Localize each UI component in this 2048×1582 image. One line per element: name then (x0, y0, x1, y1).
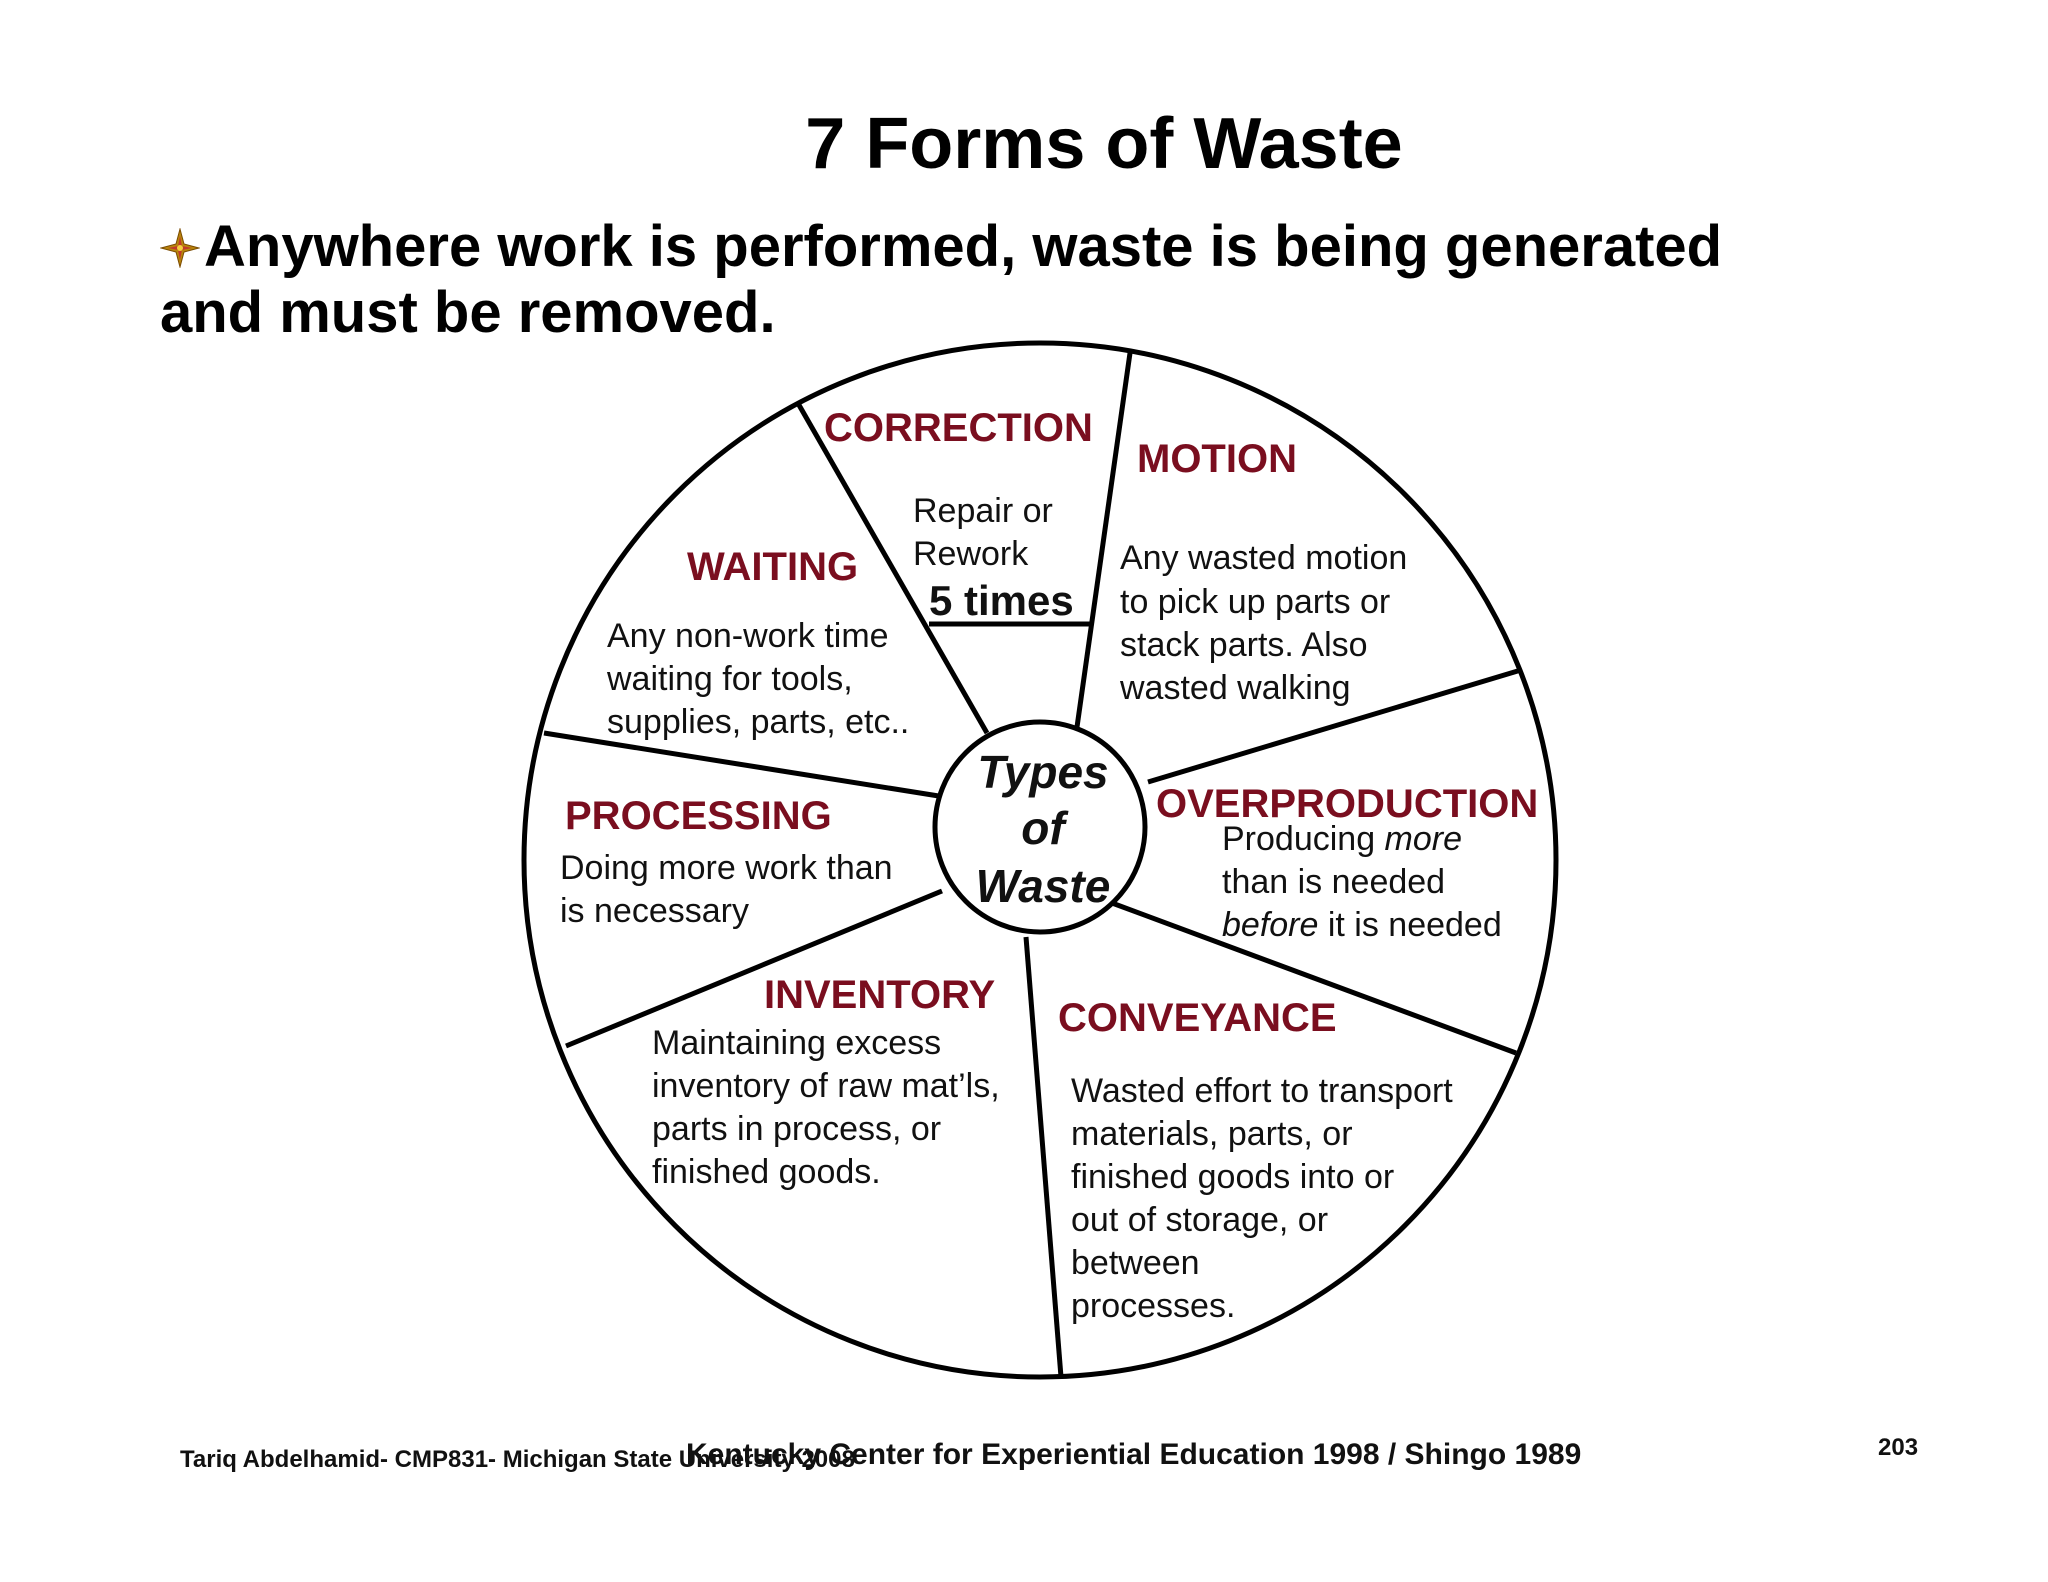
overproduction-line3-post: it is needed (1318, 906, 1502, 944)
bullet-line-2: and must be removed. (160, 280, 776, 345)
segment-desc-conveyance-5: between (1071, 1244, 1200, 1282)
segment-label-correction: CORRECTION (824, 406, 1093, 450)
bullet-line-1: Anywhere work is performed, waste is being generated (204, 214, 1723, 279)
segment-desc-inventory-2: inventory of raw mat’ls, (652, 1067, 1000, 1105)
segment-desc-conveyance-1: Wasted effort to transport (1071, 1072, 1453, 1110)
segment-desc-conveyance-6: processes. (1071, 1287, 1236, 1325)
footer-author: Tariq Abdelhamid- CMP831- Michigan State University 2008 (180, 1446, 855, 1473)
segment-overproduction (1156, 782, 1538, 944)
segment-desc-motion-2: to pick up parts or (1120, 583, 1391, 621)
hub-line-3: Waste (975, 860, 1111, 912)
correction-emphasis: 5 times (929, 577, 1074, 624)
segment-desc-inventory-3: parts in process, or (652, 1110, 942, 1148)
segment-inventory (652, 973, 1000, 1191)
segment-desc-motion-1: Any wasted motion (1120, 539, 1408, 577)
segment-desc-correction-2: Rework (913, 535, 1029, 573)
segment-desc-processing-2: is necessary (560, 892, 749, 930)
segment-desc-overproduction-2: than is needed (1222, 863, 1446, 901)
hub-line-1: Types (977, 746, 1109, 798)
overproduction-line1-em: more (1384, 820, 1463, 858)
segment-label-conveyance: CONVEYANCE (1058, 996, 1337, 1040)
segment-desc-waiting-2: waiting for tools, (607, 660, 853, 698)
segment-label-motion: MOTION (1137, 437, 1297, 481)
segment-desc-overproduction-3 (1222, 906, 1502, 944)
segment-label-processing: PROCESSING (565, 794, 832, 838)
slide-title: 7 Forms of Waste (805, 104, 1403, 184)
segment-desc-conveyance-2: materials, parts, or (1071, 1115, 1353, 1153)
overproduction-line1-pre: Producing (1222, 820, 1385, 858)
segment-desc-processing-1: Doing more work than (560, 849, 893, 887)
segment-desc-waiting-3: supplies, parts, etc.. (607, 703, 910, 741)
overproduction-line3-em: before (1222, 906, 1319, 944)
segment-conveyance (1058, 996, 1453, 1325)
footer-source: Kentucky Center for Experiential Education 1998 / Shingo 1989 (686, 1438, 1582, 1471)
segment-label-overproduction: OVERPRODUCTION (1156, 782, 1539, 826)
segment-label-waiting: WAITING (687, 545, 859, 589)
segment-desc-overproduction-1 (1222, 820, 1462, 858)
segment-desc-conveyance-4: out of storage, or (1071, 1201, 1329, 1239)
segment-desc-motion-4: wasted walking (1120, 669, 1351, 707)
page-number: 203 (1878, 1434, 1919, 1461)
segment-desc-inventory-4: finished goods. (652, 1153, 881, 1191)
segment-desc-waiting-1: Any non-work time (607, 617, 889, 655)
segment-label-inventory: INVENTORY (764, 973, 996, 1017)
segment-desc-inventory-1: Maintaining excess (652, 1024, 942, 1062)
segment-desc-correction-1: Repair or (913, 492, 1053, 530)
segment-desc-conveyance-3: finished goods into or (1071, 1158, 1395, 1196)
segment-motion (1119, 437, 1407, 707)
hub-line-2: of (1021, 802, 1065, 854)
segment-desc-motion-3: stack parts. Also (1120, 626, 1368, 664)
segment-waiting (606, 545, 909, 741)
spoke-conveyance-inventory (1026, 937, 1061, 1377)
segment-processing (560, 794, 893, 930)
spoke-processing-waiting (544, 733, 945, 797)
